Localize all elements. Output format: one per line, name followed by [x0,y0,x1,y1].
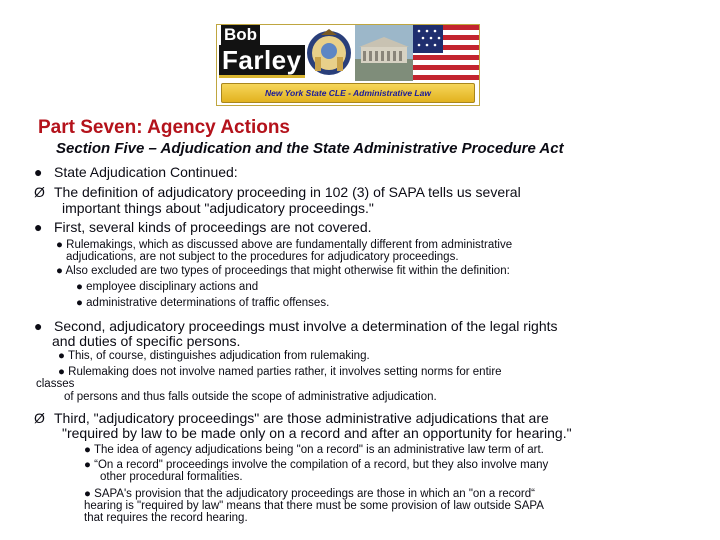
sub-sub-bullet-line: ● employee disciplinary actions and [76,281,259,293]
bullet-icon: ● [84,459,91,471]
bullet-line: ● State Adjudication Continued: [34,164,238,180]
bullet-icon: ● [84,488,91,500]
text-line: hearing is "required by law" means that there must be some provision of law outside SAPA [84,500,544,512]
sub-bullet-line: ● This, of course, distinguishes adjudication from rulemaking. [58,350,370,362]
bullet-icon: ● [56,265,63,277]
page-title: Part Seven: Agency Actions [38,117,291,138]
banner-first-name: Bob [221,25,260,45]
banner-graphic [217,25,479,81]
ny-state-seal-icon [305,27,353,77]
text-line: classes [36,378,75,390]
capitol-building-icon [355,25,413,81]
arrow-line: Ø Third, "adjudicatory proceedings" are those administrative adjudications that are [34,410,549,426]
bullet-icon: ● [58,366,65,378]
arrow-icon: Ø [34,184,45,200]
text-line: other procedural formalities. [100,471,243,483]
text-line: adjudications, are not subject to the procedures for adjudicatory proceedings. [66,251,459,263]
bullet-icon: ● [56,239,63,251]
sub-bullet-line: ● Also excluded are two types of proceedings that might otherwise fit within the definition: [56,265,510,277]
bullet-icon: ● [76,281,83,293]
sub-bullet-line: ● Rulemakings, which as discussed above are fundamentally different from administrative [56,239,513,251]
sub-sub-bullet-line: ● administrative determinations of traffic offenses. [76,297,330,309]
bullet-line: ● Second, adjudicatory proceedings must involve a determination of the legal rights [34,318,558,334]
bullet-icon: ● [76,297,83,309]
bullet-icon: ● [34,219,43,235]
bullet-line: ● First, several kinds of proceedings are not covered. [34,219,372,235]
header-banner [216,24,480,106]
sub-bullet-line: ● The idea of agency adjudications being "on a record" is an administrative law term of art. [84,444,544,456]
sub-bullet-line: ● “On a record" proceedings involve the compilation of a record, but they also involve many [84,459,549,471]
banner-last-name: Farley [219,45,305,78]
text-line: of persons and thus falls outside the scope of administrative adjudication. [64,391,437,403]
text-line: that requires the record hearing. [84,512,248,524]
text-line: "required by law to be made only on a record and after an opportunity for hearing." [62,425,572,441]
sub-bullet-line: ● Rulemaking does not involve named parties rather, it involves setting norms for entire [58,366,502,378]
text-line: important things about "adjudicatory proceedings." [62,200,374,216]
bullet-icon: ● [34,318,43,334]
us-flag-icon [413,25,479,81]
arrow-icon: Ø [34,410,45,426]
bullet-icon: ● [58,350,65,362]
text-line: and duties of specific persons. [52,333,241,349]
bullet-icon: ● [34,164,43,180]
banner-tagline: New York State CLE - Administrative Law [221,83,475,103]
sub-bullet-line: ● SAPA's provision that the adjudicatory proceedings are those in which an "on a record“ [84,488,535,500]
arrow-line: Ø The definition of adjudicatory proceeding in 102 (3) of SAPA tells us several [34,184,521,200]
page-subtitle: Section Five – Adjudication and the State Administrative Procedure Act [56,140,564,157]
bullet-icon: ● [84,444,91,456]
